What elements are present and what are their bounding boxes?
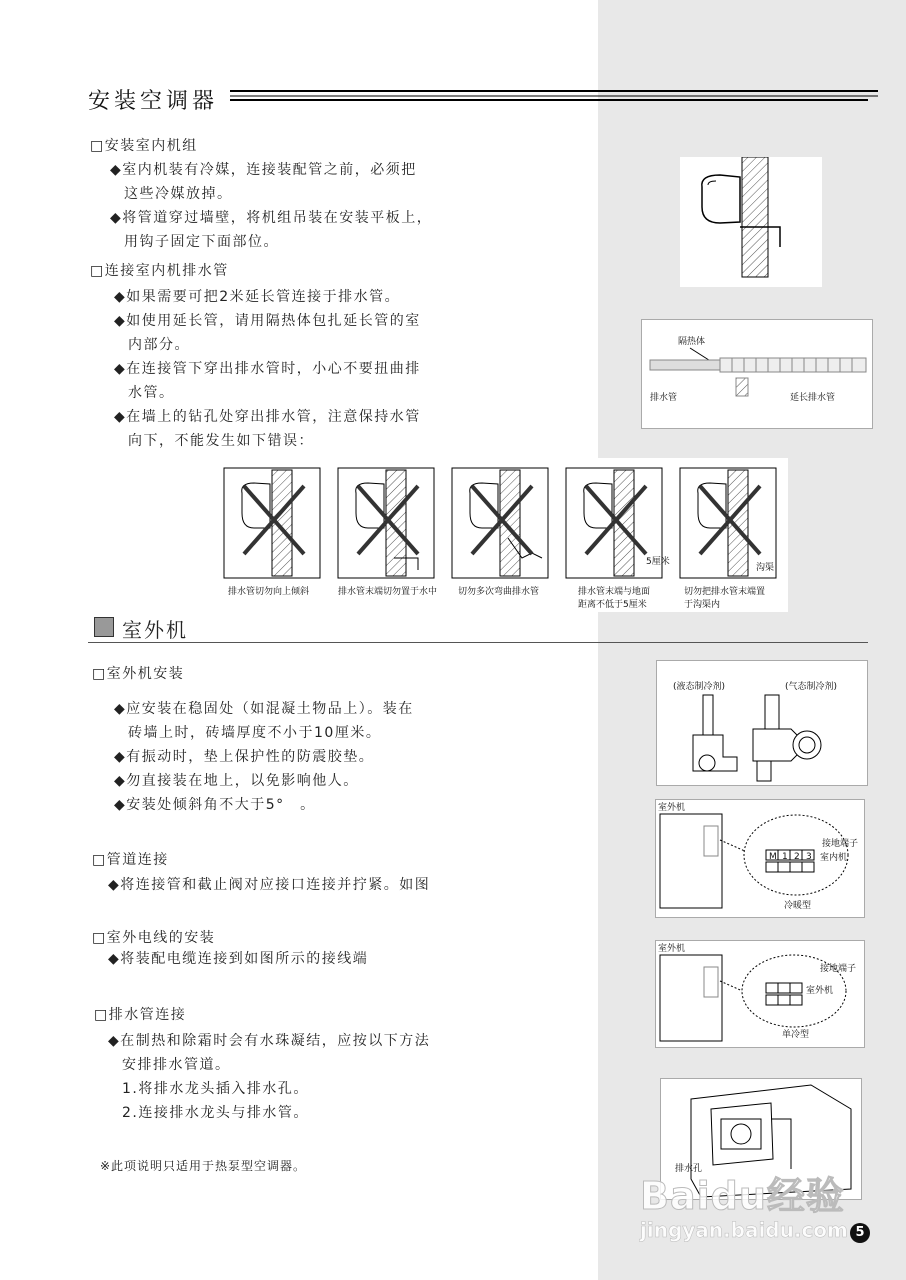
label-outdoor-unit-2: 室外机 (658, 944, 686, 954)
error-figure-1 (224, 468, 320, 578)
error-caption-1: 排水管切勿向上倾斜 (228, 587, 310, 597)
error-figure-5 (680, 468, 776, 578)
heading-drain-connect: □排水管连接 (94, 1007, 187, 1023)
bullet-text: ◆在制热和除霜时会有水珠凝结，应按以下方法 (108, 1033, 431, 1049)
bullet-text: ◆将装配电缆连接到如图所示的接线端 (108, 951, 369, 967)
label-indoor: 室内机 (820, 853, 848, 863)
section-rule (88, 642, 868, 643)
wiring-figure-cool-only (655, 940, 865, 1048)
title-rule (228, 86, 878, 106)
label-heat-cool-type: 冷暖型 (784, 901, 812, 911)
label-extension-pipe: 延长排水管 (790, 393, 836, 403)
label-indoor-2: 室外机 (806, 986, 834, 996)
error-figure-3 (452, 468, 548, 578)
error-caption-5b: 于沟渠内 (684, 600, 721, 610)
heading-indoor-unit: □安装室内机组 (90, 138, 198, 154)
valve-figure (656, 660, 868, 786)
term-3: 3 (806, 852, 812, 862)
wiring-figure-heat-cool (655, 799, 865, 918)
bullet-text: ◆有振动时，垫上保护性的防震胶垫。 (114, 749, 375, 765)
term-m: M (769, 852, 777, 862)
label-liquid: (液态制冷剂) (673, 682, 726, 692)
bullet-text: ◆勿直接装在地上，以免影响他人。 (114, 773, 359, 789)
bullet-text: ◆如果需要可把2米延长管连接于排水管。 (114, 289, 401, 305)
error-figures (222, 458, 788, 612)
bullet-text: 水管。 (128, 385, 175, 401)
label-cool-only-type: 单冷型 (782, 1030, 810, 1040)
heading-indoor-drain: □连接室内机排水管 (90, 263, 229, 279)
section-title-outdoor: 室外机 (122, 618, 188, 642)
section-title-install: 安装空调器 (88, 89, 219, 114)
label-ground-2: 接地端子 (820, 964, 857, 974)
bullet-text: 用钩子固定下面部位。 (124, 234, 279, 250)
term-2: 2 (794, 852, 800, 862)
ditch-label: 沟渠 (756, 563, 775, 573)
watermark (640, 1165, 848, 1242)
bullet-text: ◆将管道穿过墙壁，将机组吊装在安装平板上， (110, 210, 433, 226)
error-caption-4a: 排水管末端与地面 (578, 587, 651, 597)
label-ground: 接地端子 (822, 839, 859, 849)
indoor-unit-figure (680, 157, 822, 287)
bullet-text: 向下，不能发生如下错误： (128, 433, 314, 449)
label-outdoor-unit: 室外机 (658, 803, 686, 813)
section-marker (94, 617, 114, 637)
error-caption-5a: 切勿把排水管末端置 (684, 587, 766, 597)
bullet-text: 内部分。 (128, 337, 190, 353)
label-drain-hole: 排水孔 (675, 1164, 703, 1174)
bullet-text: ◆在连接管下穿出排水管时，小心不要扭曲排 (114, 361, 421, 377)
watermark-brand: Baidu经验 (640, 1174, 845, 1218)
heading-pipe-connect: □管道连接 (92, 852, 169, 868)
bullet-text: ◆应安装在稳固处（如混凝土物品上）。装在 (114, 701, 414, 717)
bullet-text: ◆如使用延长管，请用隔热体包扎延长管的室 (114, 313, 421, 329)
heading-outdoor-wiring: □室外电线的安装 (92, 930, 216, 946)
heading-outdoor-install: □室外机安装 (92, 666, 185, 682)
bullet-text: 1.将排水龙头插入排水孔。 (122, 1081, 309, 1097)
bullet-text: 这些冷媒放掉。 (124, 186, 233, 202)
bullet-text: ◆在墙上的钻孔处穿出排水管，注意保持水管 (114, 409, 421, 425)
insulation-figure (641, 319, 873, 429)
label-gas: (气态制冷剂) (785, 682, 838, 692)
error-figure-2 (338, 468, 434, 578)
bullet-text: ◆安装处倾斜角不大于5° 。 (114, 797, 316, 813)
bullet-text: 砖墙上时，砖墙厚度不小于10厘米。 (128, 725, 382, 741)
error-caption-4b: 距离不低于5厘米 (578, 600, 647, 610)
page-number: 5 (850, 1223, 870, 1243)
bullet-text: ◆将连接管和截止阀对应接口连接并拧紧。如图 (108, 877, 431, 893)
dim-label: 5厘米 (646, 557, 670, 567)
label-insulator: 隔热体 (678, 337, 706, 347)
error-figure-4 (566, 468, 670, 578)
bullet-text: 2.连接排水龙头与排水管。 (122, 1105, 309, 1121)
bullet-text: ◆室内机装有冷媒，连接装配管之前，必须把 (110, 162, 417, 178)
term-1: 1 (782, 852, 788, 862)
error-caption-3: 切勿多次弯曲排水管 (458, 587, 540, 597)
label-drain-pipe: 排水管 (650, 393, 678, 403)
footnote: ※此项说明只适用于热泵型空调器。 (100, 1159, 307, 1173)
error-caption-2: 排水管末端切勿置于水中 (338, 587, 438, 597)
bullet-text: 安排排水管道。 (122, 1057, 231, 1073)
watermark-url: jingyan.baidu.com (640, 1218, 848, 1242)
